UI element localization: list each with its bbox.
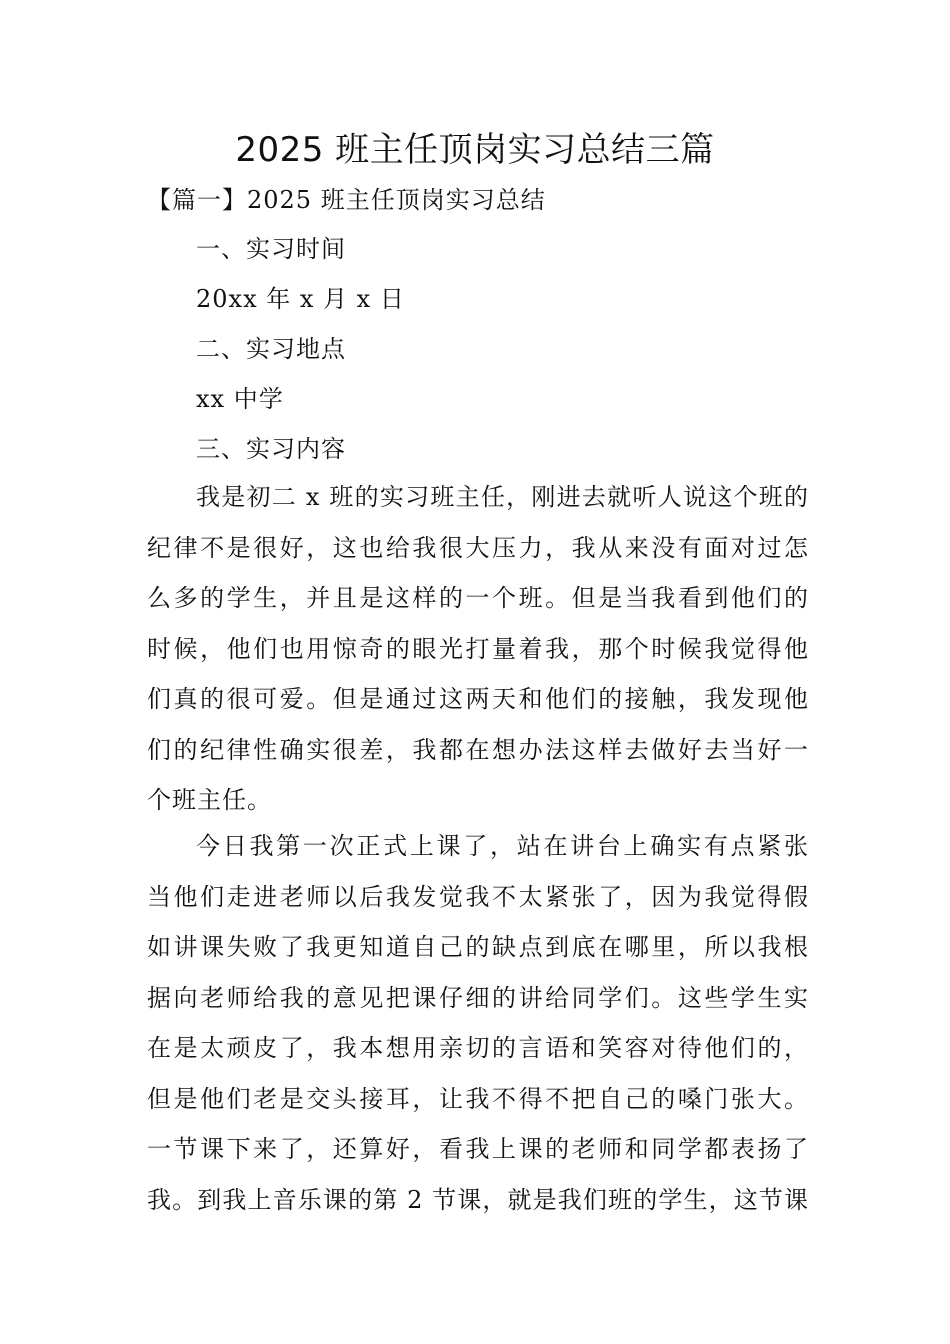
document-title: 2025 班主任顶岗实习总结三篇 <box>235 130 715 170</box>
paragraph-line: 们的纪律性确实很差，我都在想办法这样去做好去当好一 <box>147 735 809 764</box>
paragraph-line: 一节课下来了，还算好，看我上课的老师和同学都表扬了 <box>147 1135 809 1163</box>
internship-date: 20xx 年 x 月 x 日 <box>196 285 405 313</box>
paragraph-line: 今日我第一次正式上课了，站在讲台上确实有点紧张 <box>196 832 809 860</box>
paragraph-2 <box>147 821 809 1225</box>
heading-internship-time: 一、实习时间 <box>196 235 346 263</box>
paragraph-line: 我是初二 x 班的实习班主任，刚进去就听人说这个班的 <box>196 483 809 511</box>
paragraph-line: 在是太顽皮了，我本想用亲切的言语和笑容对待他们的， <box>147 1034 809 1062</box>
paragraph-line: 么多的学生，并且是这样的一个班。但是当我看到他们的 <box>147 584 809 612</box>
paragraph-line: 我。到我上音乐课的第 2 节课，就是我们班的学生，这节课 <box>147 1185 809 1214</box>
paragraph-line: 时候，他们也用惊奇的眼光打量着我，那个时候我觉得他 <box>147 634 809 663</box>
paragraph-line: 个班主任。 <box>147 786 272 814</box>
paragraph-line: 们真的很可爱。但是通过这两天和他们的接触，我发现他 <box>147 685 809 713</box>
paragraph-line: 当他们走进老师以后我发觉我不太紧张了，因为我觉得假 <box>147 882 809 911</box>
paragraph-line: 但是他们老是交头接耳，让我不得不把自己的嗓门张大。 <box>147 1084 809 1113</box>
internship-location: xx 中学 <box>196 385 284 413</box>
heading-internship-content: 三、实习内容 <box>196 435 346 463</box>
paragraph-line: 如讲课失败了我更知道自己的缺点到底在哪里，所以我根 <box>147 933 809 961</box>
heading-internship-location: 二、实习地点 <box>196 335 346 363</box>
paragraph-line: 纪律不是很好，这也给我很大压力，我从来没有面对过怎 <box>147 533 809 562</box>
paragraph-line: 据向老师给我的意见把课仔细的讲给同学们。这些学生实 <box>147 983 809 1012</box>
section-heading: 【篇一】2025 班主任顶岗实习总结 <box>147 186 546 214</box>
paragraph-1 <box>147 472 809 826</box>
